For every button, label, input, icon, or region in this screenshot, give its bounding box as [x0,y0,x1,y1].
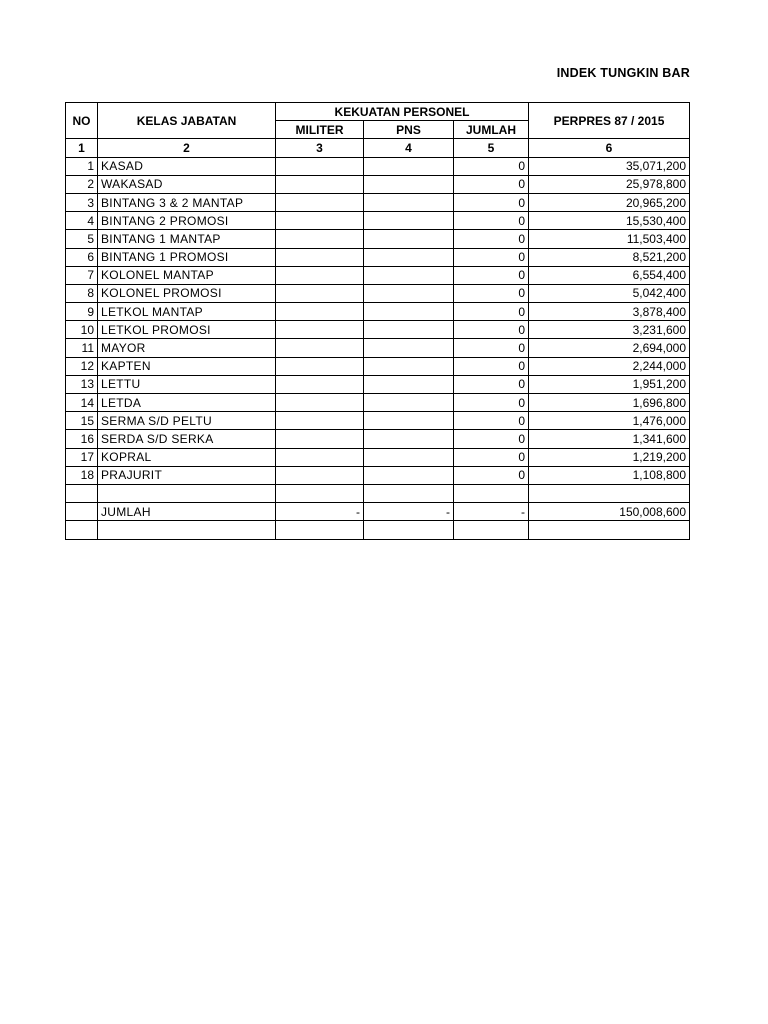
row-no: 12 [66,357,98,375]
row-kelas-jabatan: LETKOL PROMOSI [98,321,276,339]
row-kelas-jabatan: LETTU [98,375,276,393]
row-pns [364,394,454,412]
column-index-cell: 5 [454,139,529,157]
row-militer [276,430,364,448]
row-jumlah: 0 [454,412,529,430]
row-perpres: 1,108,800 [529,466,690,484]
row-no: 4 [66,212,98,230]
table-row [66,466,690,484]
row-no: 11 [66,339,98,357]
total-label: JUMLAH [98,503,276,521]
row-kelas-jabatan: KOLONEL MANTAP [98,266,276,284]
row-perpres: 2,694,000 [529,339,690,357]
header-kelas-jabatan: KELAS JABATAN [98,103,276,139]
row-kelas-jabatan: LETKOL MANTAP [98,303,276,321]
row-militer [276,375,364,393]
row-perpres: 20,965,200 [529,193,690,211]
row-no: 7 [66,266,98,284]
row-jumlah: 0 [454,157,529,175]
row-kelas-jabatan: KAPTEN [98,357,276,375]
blank-row [66,521,690,539]
row-jumlah: 0 [454,303,529,321]
row-no: 1 [66,157,98,175]
row-kelas-jabatan: MAYOR [98,339,276,357]
table-row [66,430,690,448]
column-index-cell: 1 [66,139,98,157]
row-kelas-jabatan: BINTANG 1 MANTAP [98,230,276,248]
row-perpres: 5,042,400 [529,284,690,302]
row-militer [276,266,364,284]
column-index-cell: 6 [529,139,690,157]
table-row [66,266,690,284]
row-perpres: 25,978,800 [529,175,690,193]
column-index-row [66,139,690,157]
row-kelas-jabatan: KOPRAL [98,448,276,466]
header-kekuatan-personel: KEKUATAN PERSONEL [276,103,529,121]
row-militer [276,175,364,193]
row-jumlah: 0 [454,448,529,466]
row-perpres: 11,503,400 [529,230,690,248]
table-row [66,448,690,466]
row-pns [364,212,454,230]
row-pns [364,339,454,357]
row-pns [364,466,454,484]
row-kelas-jabatan: BINTANG 1 PROMOSI [98,248,276,266]
row-jumlah: 0 [454,339,529,357]
row-jumlah: 0 [454,375,529,393]
table-row [66,303,690,321]
row-jumlah: 0 [454,230,529,248]
row-pns [364,303,454,321]
row-militer [276,303,364,321]
row-no: 5 [66,230,98,248]
row-perpres: 1,219,200 [529,448,690,466]
table-row [66,284,690,302]
row-jumlah: 0 [454,321,529,339]
row-pns [364,248,454,266]
row-militer [276,212,364,230]
table-row [66,375,690,393]
row-jumlah: 0 [454,284,529,302]
total-pns: - [364,503,454,521]
row-militer [276,412,364,430]
column-index-cell: 2 [98,139,276,157]
row-perpres: 2,244,000 [529,357,690,375]
table-row [66,357,690,375]
row-perpres: 15,530,400 [529,212,690,230]
table-row [66,212,690,230]
row-kelas-jabatan: WAKASAD [98,175,276,193]
row-perpres: 3,878,400 [529,303,690,321]
total-perpres: 150,008,600 [529,503,690,521]
row-no: 18 [66,466,98,484]
row-militer [276,248,364,266]
table-row [66,394,690,412]
row-jumlah: 0 [454,212,529,230]
table-row [66,193,690,211]
row-jumlah: 0 [454,193,529,211]
row-kelas-jabatan: SERMA S/D PELTU [98,412,276,430]
row-pns [364,175,454,193]
row-no: 2 [66,175,98,193]
table-row [66,339,690,357]
row-no: 17 [66,448,98,466]
row-militer [276,339,364,357]
row-jumlah: 0 [454,175,529,193]
row-pns [364,321,454,339]
row-no: 13 [66,375,98,393]
table-row [66,157,690,175]
total-militer: - [276,503,364,521]
row-pns [364,266,454,284]
row-no: 16 [66,430,98,448]
row-jumlah: 0 [454,430,529,448]
row-pns [364,284,454,302]
row-kelas-jabatan: KASAD [98,157,276,175]
row-jumlah: 0 [454,357,529,375]
row-jumlah: 0 [454,466,529,484]
row-pns [364,230,454,248]
document-title: INDEK TUNGKIN BAR [556,66,690,80]
row-militer [276,284,364,302]
row-no: 9 [66,303,98,321]
row-no: 15 [66,412,98,430]
total-jumlah: - [454,503,529,521]
row-no: 10 [66,321,98,339]
row-kelas-jabatan: PRAJURIT [98,466,276,484]
column-index-cell: 3 [276,139,364,157]
row-pns [364,375,454,393]
total-no-cell [66,503,98,521]
row-pns [364,357,454,375]
row-no: 6 [66,248,98,266]
row-kelas-jabatan: LETDA [98,394,276,412]
blank-row [66,484,690,502]
row-no: 8 [66,284,98,302]
header-perpres: PERPRES 87 / 2015 [529,103,690,139]
row-kelas-jabatan: KOLONEL PROMOSI [98,284,276,302]
row-kelas-jabatan: SERDA S/D SERKA [98,430,276,448]
row-militer [276,157,364,175]
row-militer [276,230,364,248]
row-perpres: 1,696,800 [529,394,690,412]
total-row [66,503,690,521]
row-perpres: 6,554,400 [529,266,690,284]
row-jumlah: 0 [454,266,529,284]
table-row [66,321,690,339]
table-row [66,175,690,193]
header-jumlah: JUMLAH [454,121,529,139]
header-militer: MILITER [276,121,364,139]
table-row [66,412,690,430]
row-militer [276,448,364,466]
row-pns [364,412,454,430]
header-no: NO [66,103,98,139]
row-pns [364,430,454,448]
row-perpres: 1,951,200 [529,375,690,393]
row-kelas-jabatan: BINTANG 2 PROMOSI [98,212,276,230]
row-militer [276,193,364,211]
row-perpres: 1,341,600 [529,430,690,448]
row-pns [364,448,454,466]
table-body [66,157,690,484]
row-perpres: 3,231,600 [529,321,690,339]
header-pns: PNS [364,121,454,139]
row-no: 14 [66,394,98,412]
row-perpres: 8,521,200 [529,248,690,266]
row-jumlah: 0 [454,248,529,266]
header-row-top [66,103,690,121]
column-index-cell: 4 [364,139,454,157]
personnel-index-table [65,102,690,540]
row-perpres: 1,476,000 [529,412,690,430]
row-pns [364,193,454,211]
row-no: 3 [66,193,98,211]
row-perpres: 35,071,200 [529,157,690,175]
row-jumlah: 0 [454,394,529,412]
row-militer [276,357,364,375]
row-militer [276,394,364,412]
table-row [66,248,690,266]
row-militer [276,466,364,484]
table-row [66,230,690,248]
row-pns [364,157,454,175]
row-militer [276,321,364,339]
row-kelas-jabatan: BINTANG 3 & 2 MANTAP [98,193,276,211]
